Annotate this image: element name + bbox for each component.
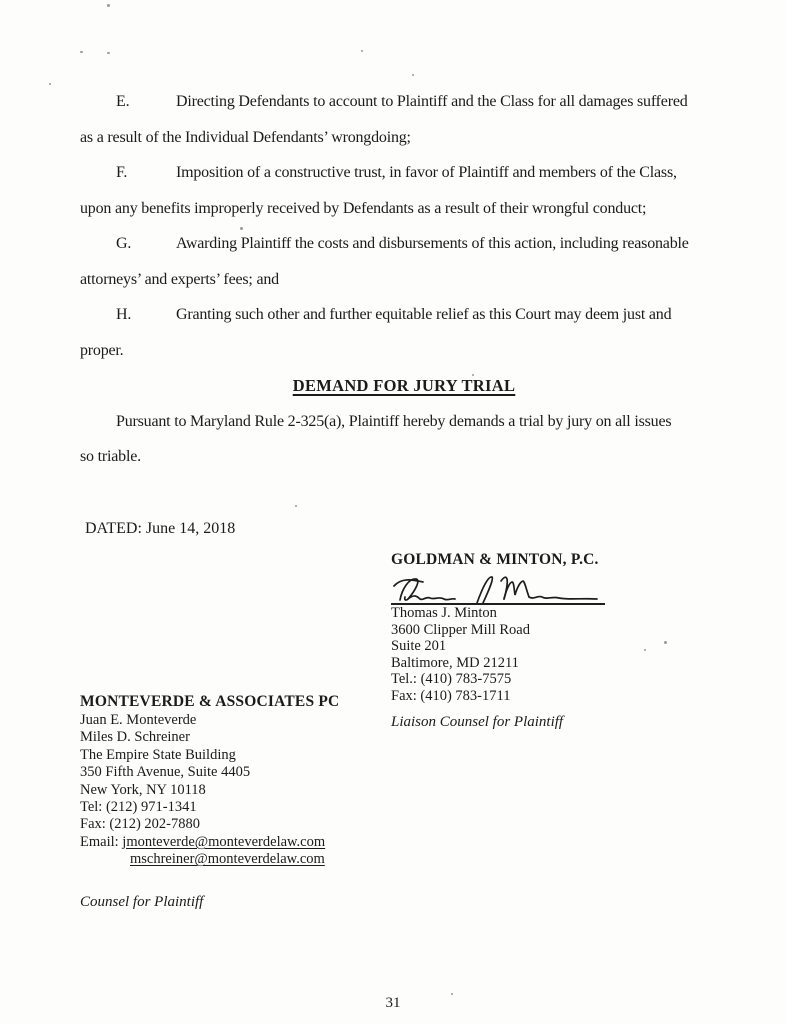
scan-speck <box>451 993 453 995</box>
scan-speck <box>361 50 363 52</box>
jury-demand-text: so triable. <box>80 448 141 465</box>
liaison-counsel-role: Liaison Counsel for Plaintiff <box>391 714 564 730</box>
address-line: The Empire State Building <box>80 746 236 763</box>
phone-line: Tel.: (410) 783-7575 <box>391 671 512 687</box>
prayer-text: upon any benefits improperly received by Defendants as a result of their wrongful conduct; <box>80 199 647 217</box>
address-line: 3600 Clipper Mill Road <box>391 621 530 638</box>
prayer-for-relief-section <box>80 84 728 475</box>
prayer-item-f <box>80 155 728 226</box>
jury-demand-heading: DEMAND FOR JURY TRIAL <box>292 376 516 395</box>
page-number: 31 <box>385 995 401 1011</box>
prayer-text: Awarding Plaintiff the costs and disbursements of this action, including reasonable <box>176 235 689 252</box>
prayer-letter: F. <box>116 164 128 181</box>
prayer-letter: G. <box>116 235 132 252</box>
email-address: jmonteverde@monteverdelaw.com <box>122 833 326 850</box>
prayer-letter: H. <box>116 306 132 323</box>
prayer-text: as a result of the Individual Defendants’ wrongdoing; <box>80 128 411 146</box>
prayer-item-e <box>80 84 728 155</box>
jury-demand-heading-row <box>80 368 728 404</box>
email-line <box>80 851 400 868</box>
scan-speck <box>664 641 667 644</box>
address-line: Baltimore, MD 21211 <box>391 654 519 671</box>
address-line: 350 Fifth Avenue, Suite 4405 <box>80 764 251 781</box>
prayer-text: attorneys’ and experts’ fees; and <box>80 270 279 288</box>
prayer-text: Directing Defendants to account to Plaintiff and the Class for all damages suffered <box>176 93 688 110</box>
email-address: mschreiner@monteverdelaw.com <box>130 851 325 868</box>
counsel-firm-name: MONTEVERDE & ASSOCIATES PC <box>80 693 340 710</box>
scan-speck <box>49 83 51 85</box>
address-line: Suite 201 <box>391 638 447 654</box>
fax-line: Fax: (212) 202-7880 <box>80 816 201 833</box>
scan-speck <box>107 4 110 7</box>
prayer-item-g <box>80 226 728 297</box>
scan-speck <box>295 505 297 507</box>
prayer-letter: E. <box>116 93 130 110</box>
counsel-role: Counsel for Plaintiff <box>80 893 204 910</box>
scan-speck <box>412 74 414 76</box>
signature-block <box>391 571 605 605</box>
scan-speck <box>80 51 83 53</box>
address-line: New York, NY 10118 <box>80 781 206 798</box>
email-label: Email: <box>80 833 119 850</box>
jury-demand-paragraph <box>80 404 728 475</box>
liaison-counsel-block <box>391 550 651 731</box>
prayer-text: Imposition of a constructive trust, in favor of Plaintiff and members of the Class, <box>176 164 677 181</box>
jury-demand-text: Pursuant to Maryland Rule 2-325(a), Plaintiff hereby demands a trial by jury on all issues <box>116 412 672 430</box>
liaison-firm-name: GOLDMAN & MINTON, P.C. <box>391 551 599 568</box>
fax-line: Fax: (410) 783-1711 <box>391 687 511 704</box>
attorney-name: Miles D. Schreiner <box>80 729 190 746</box>
prayer-text: proper. <box>80 341 124 359</box>
scan-speck <box>107 52 110 54</box>
prayer-text: Granting such other and further equitable relief as this Court may deem just and <box>176 306 672 323</box>
signatory-name: Thomas J. Minton <box>391 605 497 621</box>
dated-line: DATED: June 14, 2018 <box>85 520 236 537</box>
handwritten-signature-icon <box>393 573 601 607</box>
counsel-block <box>80 692 400 911</box>
phone-line: Tel: (212) 971-1341 <box>80 799 197 816</box>
attorney-name: Juan E. Monteverde <box>80 712 197 728</box>
email-line <box>80 834 400 851</box>
prayer-item-h <box>80 297 728 368</box>
